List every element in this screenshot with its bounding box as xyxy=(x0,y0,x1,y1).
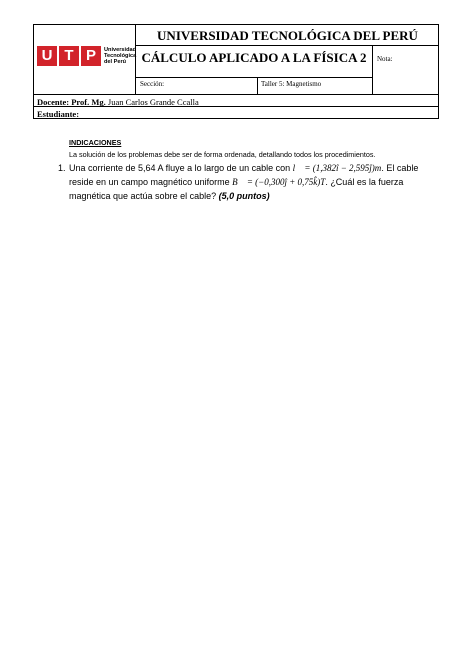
grade-label: Nota: xyxy=(377,55,393,63)
problem-text: reside en un campo magnético uniforme xyxy=(69,177,233,187)
table-divider xyxy=(135,45,439,46)
teacher-name: Juan Carlos Grande Ccalla xyxy=(107,97,199,107)
teacher-label: Docente: Prof. Mg. xyxy=(37,97,106,107)
length-vector: l⃗ = (1,382î − 2,595ĵ)m xyxy=(292,163,382,173)
problem-text: Una corriente de 5,64 A fluye a lo largo de un cable con xyxy=(69,163,293,173)
problem-text: magnética que actúa sobre el cable? xyxy=(69,191,219,201)
table-divider xyxy=(135,77,372,78)
assignment-title: Taller 5: Magnetismo xyxy=(261,80,322,88)
logo-text-line: Tecnológica xyxy=(104,53,137,60)
instructions-title: INDICACIONES xyxy=(69,138,122,147)
instructions-text: La solución de los problemas debe ser de forma ordenada, detallando todos los procedimientos. xyxy=(69,150,376,159)
field-vector: B⃗ = (−0,300ĵ + 0,75k̂)T xyxy=(232,177,326,187)
table-divider xyxy=(372,45,373,94)
logo-letter-p: P xyxy=(81,46,101,66)
course-title: CÁLCULO APLICADO A LA FÍSICA 2 xyxy=(141,50,367,65)
utp-logo xyxy=(37,46,135,76)
problem-text: . ¿Cuál es la fuerza xyxy=(325,177,404,187)
logo-wordmark xyxy=(104,47,138,66)
problem-line xyxy=(69,191,404,201)
table-divider xyxy=(33,94,439,95)
teacher-row xyxy=(37,97,199,107)
logo-text-line: Universidad xyxy=(104,47,137,53)
logo-text-line: del Perú xyxy=(104,59,127,66)
table-divider xyxy=(257,77,258,94)
university-title: UNIVERSIDAD TECNOLÓGICA DEL PERÚ xyxy=(157,28,418,43)
logo-letter-u: U xyxy=(37,46,57,66)
problem-text: . El cable xyxy=(381,163,419,173)
problem-line xyxy=(69,163,419,173)
problem-number: 1. xyxy=(58,163,66,173)
section-label: Sección: xyxy=(140,80,165,88)
logo-letter-t: T xyxy=(59,46,79,66)
problem-points: (5,0 puntos) xyxy=(218,191,270,201)
problem-line xyxy=(69,177,404,187)
student-label: Estudiante: xyxy=(37,109,80,119)
